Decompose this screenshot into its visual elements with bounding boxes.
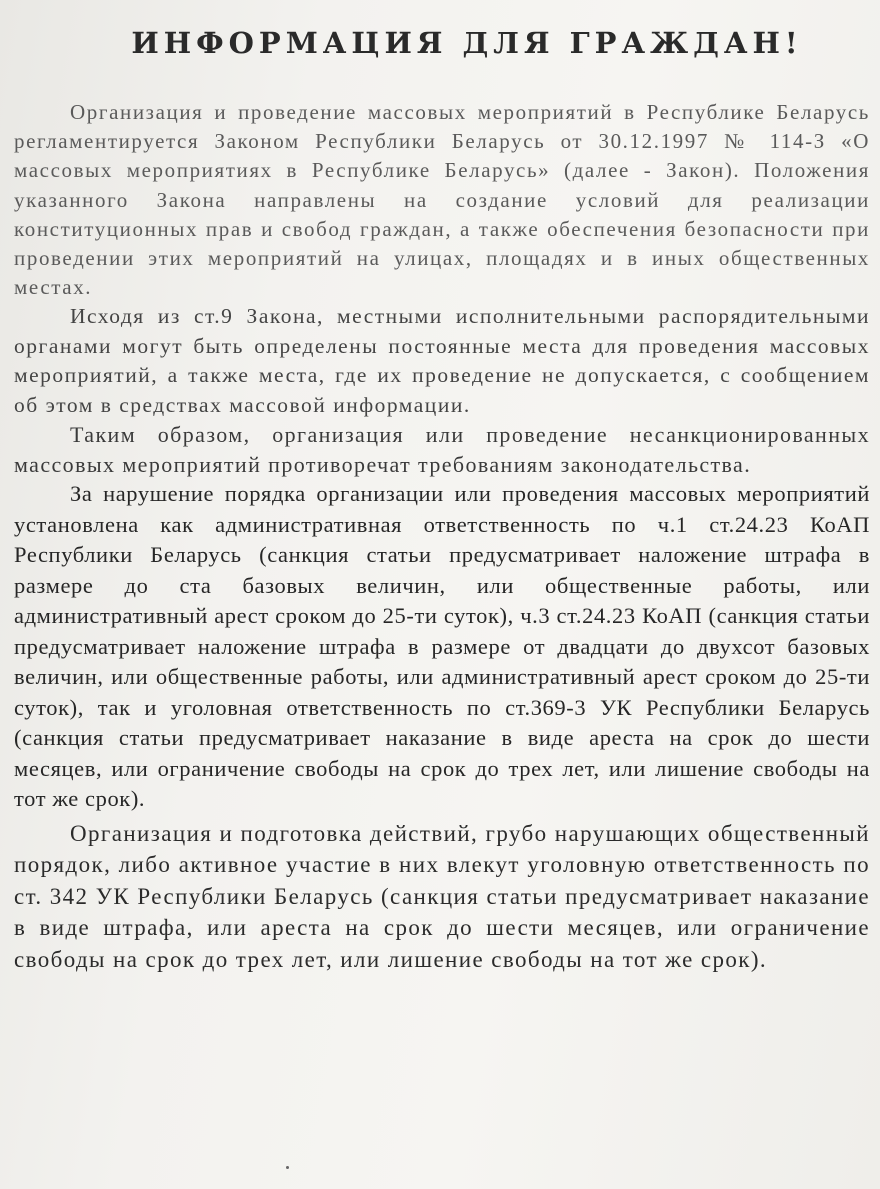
- paragraph-law-overview: Организация и проведение массовых мероприятий в Республике Беларусь регламентируется Законом Республики Беларусь от 30.12.1997 № 114-З «О массовых мероприятиях в Республике Беларусь» (далее - Закон). Положения указанного Закона направлены на создание условий для реализации конституционных прав и свобод граждан, а также обеспечения безопасности при проведении этих мероприятий на улицах, площадях и в иных общественных местах.: [14, 100, 870, 300]
- paragraph-article-9: Исходя из ст.9 Закона, местными исполнительными распорядительными органами могут быть определены постоянные места для проведения массовых мероприятий, а также места, где их проведение не допускается, с сообщением об этом в средствах массовой информации.: [14, 304, 870, 417]
- paper-speck: [286, 1166, 289, 1169]
- paragraph-liability: За нарушение порядка организации или проведения массовых мероприятий установлена как административная ответственность по ч.1 ст.24.23 КоАП Республики Беларусь (санкция статьи предусматривает наложение штрафа в размере до ста базовых величин, или общественные работы, или административный арест сроком до 25-ти суток), ч.3 ст.24.23 КоАП (санкция статьи предусматривает наложение штрафа в размере от двадцати до двухсот базовых величин, или общественные работы, или административный арест сроком до 25-ти суток), так и уголовная ответственность по ст.369-3 УК Республики Беларусь (санкция статьи предусматривает наказание в виде ареста на срок до шести месяцев, или ограничение свободы на срок до трех лет, или лишение свободы на тот же срок).: [14, 481, 870, 812]
- paragraph-unsanctioned-events: Таким образом, организация или проведение несанкционированных массовых мероприятий противоречат требованиям законодательства.: [14, 422, 870, 477]
- document-title: ИНФОРМАЦИЯ ДЛЯ ГРАЖДАН!: [131, 26, 803, 60]
- paragraph-article-342: Организация и подготовка действий, грубо нарушающих общественный порядок, либо активное участие в них влекут уголовную ответственность по ст. 342 УК Республики Беларусь (санкция статьи предусматривает наказание в виде штрафа, или ареста на срок до шести месяцев, или ограничение свободы на срок до трех лет, или лишение свободы на тот же срок).: [14, 820, 870, 972]
